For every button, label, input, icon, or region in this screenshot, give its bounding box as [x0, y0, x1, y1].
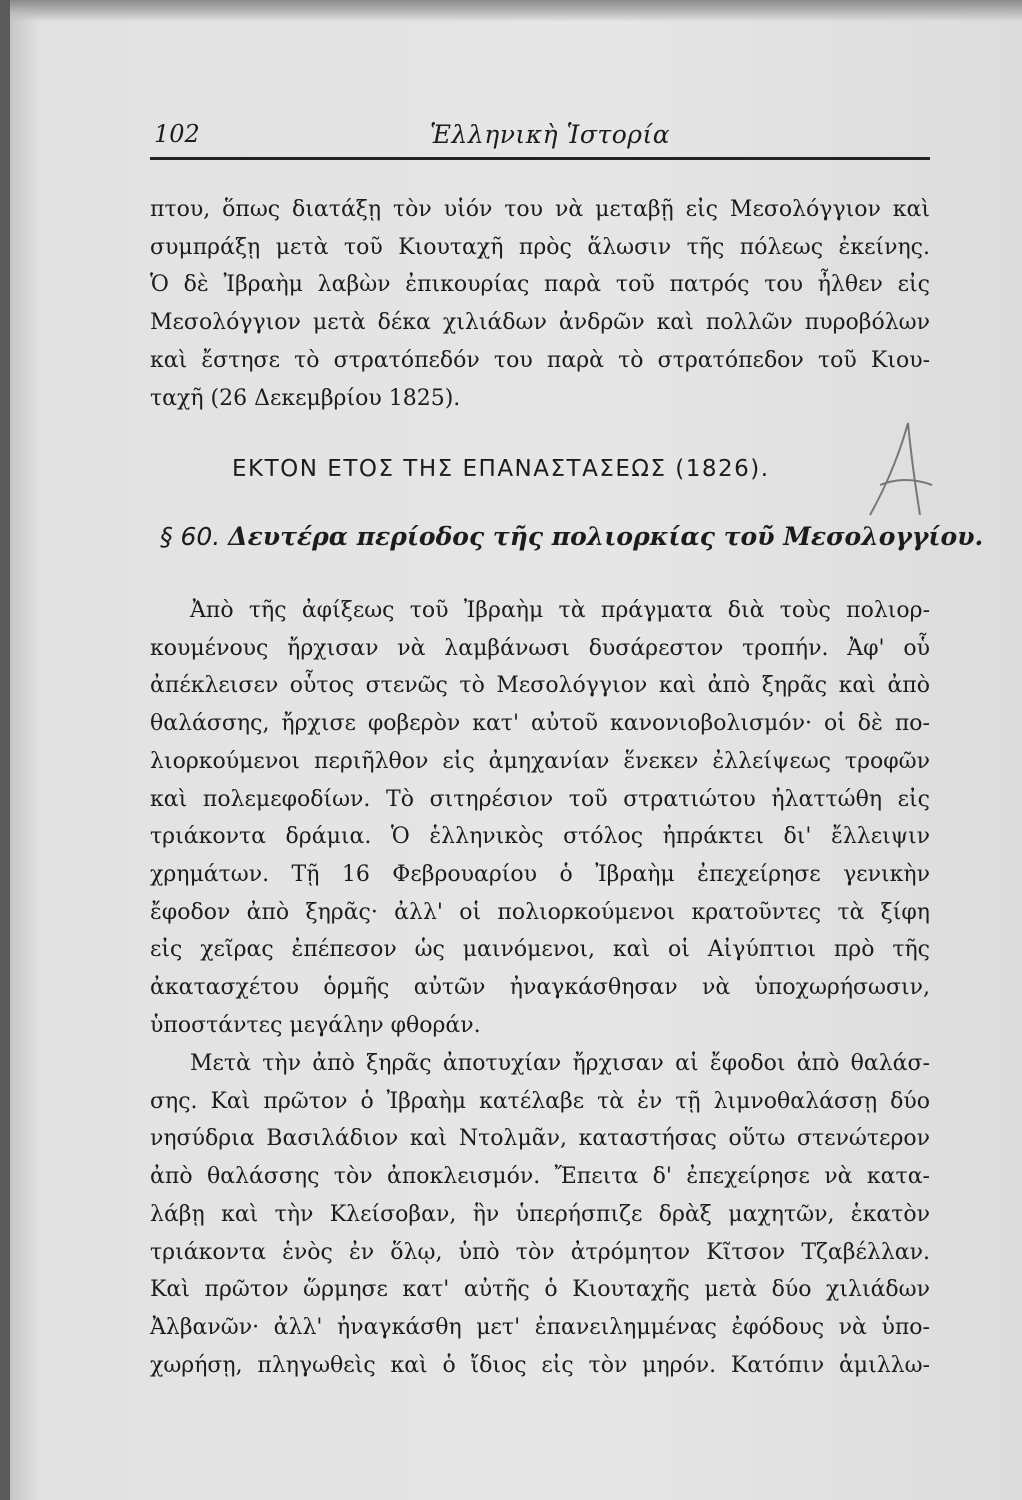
- text-line: ἀκατασχέτου ὁρμῆς αὐτῶν ἠναγκάσθησαν νὰ ὑποχωρήσωσιν,: [150, 975, 930, 1001]
- text-line: ἀπὸ θαλάσσης τὸν ἀποκλεισμόν. Ἔπειτα δ' ἐπεχείρησε νὰ κατα-: [150, 1164, 930, 1190]
- text-line: εἰς χεῖρας ἐπέπεσον ὡς μαινόμενοι, καὶ οἱ Αἰγύπτιοι πρὸ τῆς: [150, 937, 930, 963]
- text-line: πτου, ὅπως διατάξῃ τὸν υἱόν του νὰ μεταβῇ εἰς Μεσολόγγιον καὶ: [150, 197, 930, 222]
- text-line: κουμένους ἤρχισαν νὰ λαμβάνωσι δυσάρεστον τροπήν. Ἀφ' οὗ: [150, 635, 930, 661]
- text-line: Ὁ δὲ Ἰβραὴμ λαβὼν ἐπικουρίας παρὰ τοῦ πατρός του ἦλθεν εἰς: [150, 272, 930, 298]
- text-line: ὑποστάντες μεγάλην φθοράν.: [150, 1012, 481, 1038]
- handwritten-a-mark: [860, 415, 940, 525]
- page-number: 102: [154, 120, 200, 148]
- text-line: Ἀλβανῶν· ἀλλ' ἠναγκάσθη μετ' ἐπανειλημμένας ἐφόδους νὰ ὑπο-: [150, 1314, 930, 1340]
- paragraph-title: Δευτέρα περίοδος τῆς πολιορκίας τοῦ Μεσολογγίου.: [228, 522, 984, 551]
- text-line: λάβῃ καὶ τὴν Κλείσοβαν, ἣν ὑπερήσπιζε δρὰξ μαχητῶν, ἑκατὸν: [150, 1201, 930, 1227]
- text-line: Καὶ πρῶτον ὥρμησε κατ' αὐτῆς ὁ Κιουταχῆς μετὰ δύο χιλιάδων: [150, 1277, 930, 1303]
- header-rule: [150, 157, 930, 160]
- text-line: ἔφοδον ἀπὸ ξηρᾶς· ἀλλ' οἱ πολιορκούμενοι κρατοῦντες τὰ ξίφη: [150, 899, 930, 925]
- paragraph-body-1: [150, 592, 930, 1044]
- running-title: Ἑλληνικὴ Ἱστορία: [430, 120, 671, 149]
- paragraph-heading: [160, 522, 983, 551]
- page-binding-edge: [0, 0, 10, 1500]
- text-line: καὶ ἔστησε τὸ στρατόπεδόν του παρὰ τὸ στρατόπεδον τοῦ Κιου-: [150, 347, 930, 373]
- page-header: [150, 118, 930, 158]
- section-heading: ΕΚΤΟΝ ΕΤΟΣ ΤΗΣ ΕΠΑΝΑΣΤΑΣΕΩΣ (1826).: [232, 456, 770, 482]
- text-line: σης. Καὶ πρῶτον ὁ Ἰβραὴμ κατέλαβε τὰ ἐν τῇ λιμνοθαλάσσῃ δύο: [150, 1088, 930, 1114]
- text-line: Μεσολόγγιον μετὰ δέκα χιλιάδων ἀνδρῶν καὶ πολλῶν πυροβόλων: [150, 310, 930, 336]
- text-line: Ἀπὸ τῆς ἀφίξεως τοῦ Ἰβραὴμ τὰ πράγματα διὰ τοὺς πολιορ-: [190, 598, 930, 623]
- paragraph-continued: [150, 191, 930, 417]
- paragraph-number: § 60.: [160, 522, 221, 551]
- text-line: τριάκοντα ἑνὸς ἐν ὅλῳ, ὑπὸ τὸν ἀτρόμητον Κῖτσον Τζαβέλλαν.: [150, 1239, 930, 1265]
- text-line: ταχῆ (26 Δεκεμβρίου 1825).: [150, 385, 461, 411]
- text-line: ἀπέκλεισεν οὗτος στενῶς τὸ Μεσολόγγιον καὶ ἀπὸ ξηρᾶς καὶ ἀπὸ: [150, 673, 930, 699]
- text-line: τριάκοντα δράμια. Ὁ ἑλληνικὸς στόλος ἠπράκτει δι' ἔλλειψιν: [150, 824, 930, 850]
- page-top-edge: [0, 0, 1022, 22]
- text-line: χρημάτων. Τῇ 16 Φεβρουαρίου ὁ Ἰβραὴμ ἐπεχείρησε γενικὴν: [150, 861, 930, 887]
- text-line: χωρήσῃ, πληγωθεὶς καὶ ὁ ἴδιος εἰς τὸν μηρόν. Κατόπιν ἁμιλλω-: [150, 1352, 930, 1378]
- text-line: θαλάσσης, ἤρχισε φοβερὸν κατ' αὐτοῦ κανονιοβολισμόν· οἱ δὲ πο-: [150, 711, 930, 737]
- text-line: συμπράξῃ μετὰ τοῦ Κιουταχῆ πρὸς ἅλωσιν τῆς πόλεως ἐκείνης.: [150, 234, 930, 260]
- text-line: λιορκούμενοι περιῆλθον εἰς ἀμηχανίαν ἕνεκεν ἐλλείψεως τροφῶν: [150, 748, 930, 774]
- text-line: καὶ πολεμεφοδίων. Τὸ σιτηρέσιον τοῦ στρατιώτου ἠλαττώθη εἰς: [150, 786, 930, 812]
- paragraph-body-2: [150, 1045, 930, 1384]
- text-line: Μετὰ τὴν ἀπὸ ξηρᾶς ἀποτυχίαν ἤρχισαν αἱ ἔφοδοι ἀπὸ θαλάσ-: [190, 1051, 930, 1076]
- text-line: νησύδρια Βασιλάδιον καὶ Ντολμᾶν, καταστήσας οὕτω στενώτερον: [150, 1126, 930, 1152]
